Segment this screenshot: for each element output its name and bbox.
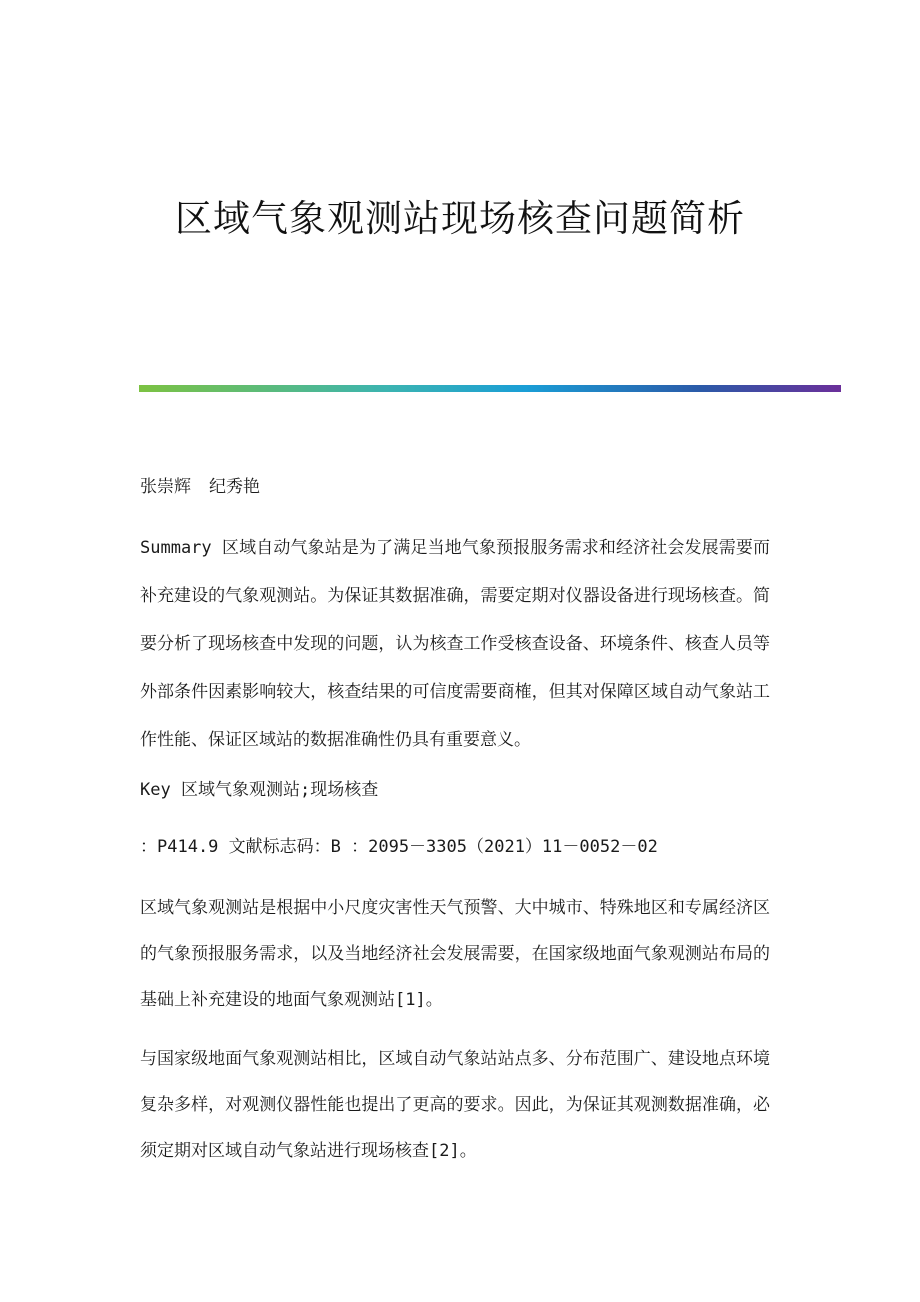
keywords-text: 区域气象观测站;现场核查 (180, 780, 379, 800)
body-paragraph (140, 1036, 770, 1174)
keywords-label: Key (140, 780, 171, 800)
paragraph-text: 区域气象观测站是根据中小尺度灾害性天气预警、大中城市、特殊地区和专属经济区的气象预报服务需求，以及当地经济社会发展需要，在国家级地面气象观测站布局的基础上补充建设的地面气象观测站[1]。 (140, 898, 770, 1010)
keywords-line (140, 775, 770, 800)
authors-line (140, 472, 770, 497)
author-name: 张崇辉 (140, 477, 191, 497)
summary-paragraph (140, 524, 770, 764)
author-name: 纪秀艳 (209, 477, 260, 497)
classification-line: ：P414.9 文献标志码：B ：2095－3305（2021）11－0052－02 (140, 837, 658, 857)
title-divider (139, 385, 841, 392)
summary-label: Summary (140, 538, 212, 558)
document-title: 区域气象观测站现场核查问题简析 (175, 197, 745, 240)
summary-text: 区域自动气象站是为了满足当地气象预报服务需求和经济社会发展需要而补充建设的气象观测站。为保证其数据准确，需要定期对仪器设备进行现场核查。简要分析了现场核查中发现的问题，认为核查工作受核查设备、环境条件、核查人员等外部条件因素影响较大，核查结果的可信度需要商榷，但其对保障区域自动气象站工作性能、保证区域站的数据准确性仍具有重要意义。 (140, 538, 770, 750)
paragraph-text: 与国家级地面气象观测站相比，区域自动气象站站点多、分布范围广、建设地点环境复杂多样，对观测仪器性能也提出了更高的要求。因此，为保证其观测数据准确，必须定期对区域自动气象站进行现场核查[2]。 (140, 1049, 770, 1161)
body-paragraph (140, 885, 770, 1023)
